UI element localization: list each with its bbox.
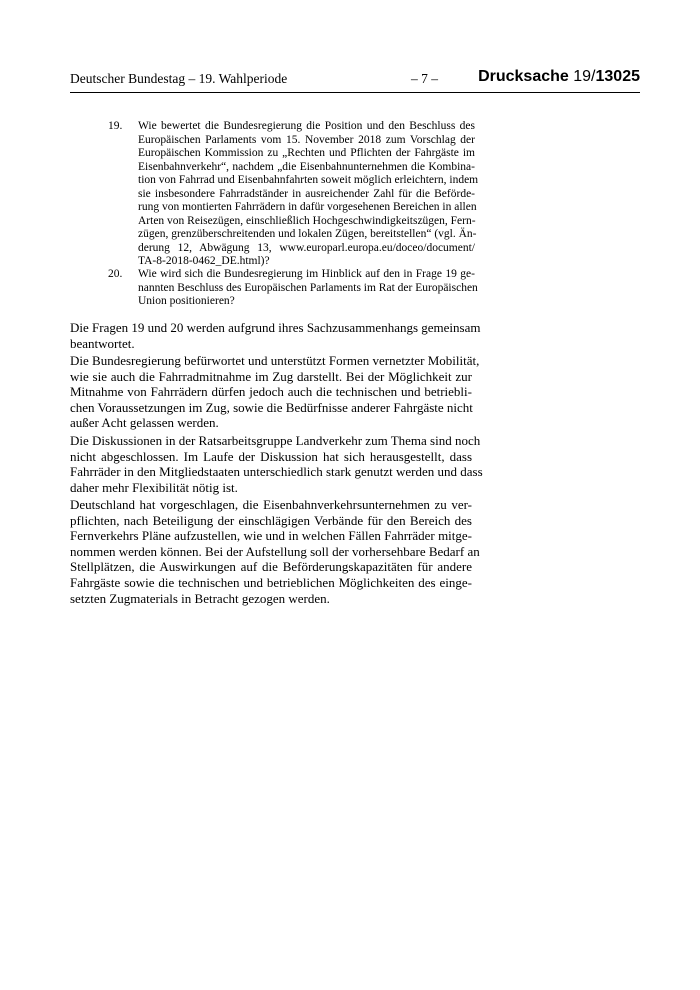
answer-paragraph-2	[70, 353, 480, 431]
question-line: Europäischen Parlaments vom 15. November 2018 zum Vorschlag der	[138, 133, 475, 146]
question-line: Wie bewertet die Bundesregierung die Position und den Beschluss des	[138, 120, 475, 132]
paragraph-line: beantwortet.	[70, 335, 135, 351]
paragraph-line: nommen werden können. Bei der Aufstellung soll der vorhersehbare Bedarf an	[70, 543, 480, 559]
question-line: Arten von Reisezügen, einschließlich Hochgeschwindigkeitszügen, Fern-	[138, 214, 476, 227]
paragraph-line: wie sie auch die Fahrradmitnahme im Zug darstellt. Bei der Möglichkeit zur	[70, 368, 472, 384]
answer-paragraph-1	[70, 320, 481, 351]
paragraph-line: Fahrräder in den Mitgliedstaaten unterschiedlich stark genutzt werden und dass	[70, 464, 483, 480]
question-19	[108, 120, 479, 269]
question-line: sie insbesondere Fahrradständer in ausreichender Zahl für die Beförde-	[138, 187, 475, 200]
paragraph-line: Deutschland hat vorgeschlagen, die Eisenbahnverkehrsunternehmen zu ver-	[70, 497, 472, 512]
question-line: Wie wird sich die Bundesregierung im Hinblick auf den in Frage 19 ge-	[138, 268, 475, 280]
question-line: derung 12, Abwägung 13, www.europarl.europa.eu/doceo/document/	[138, 241, 475, 254]
header-document-id	[478, 68, 640, 86]
question-line: Europäischen Kommission zu „Rechten und Pflichten der Fahrgäste im	[138, 147, 475, 159]
answer-paragraph-4	[70, 497, 480, 606]
paragraph-line: daher mehr Flexibilität nötig ist.	[70, 479, 238, 495]
paragraph-line: pflichten, nach Beteiligung der einschlägigen Verbände für den Bereich des	[70, 512, 472, 528]
paragraph-line: setzten Zugmaterials in Betracht gezogen werden.	[70, 590, 330, 606]
paragraph-line: Die Diskussionen in der Ratsarbeitsgruppe Landverkehr zum Thema sind noch	[70, 433, 481, 448]
page-header	[70, 68, 640, 93]
paragraph-line: außer Acht gelassen werden.	[70, 415, 219, 431]
header-doc-label: Drucksache	[478, 68, 569, 85]
paragraph-line: Mitnahme von Fahrrädern dürfen jedoch auch die technischen und betriebli-	[70, 384, 472, 400]
header-publication: Deutscher Bundestag – 19. Wahlperiode	[70, 71, 288, 86]
paragraph-line: Fahrgäste sowie die technischen und betrieblichen Möglichkeiten des einge-	[70, 574, 472, 590]
header-page-number: – 7 –	[411, 71, 438, 86]
question-line: rung von montierten Fahrrädern in dafür vorgesehenen Bereichen in allen	[138, 201, 477, 213]
paragraph-line: Die Fragen 19 und 20 werden aufgrund ihres Sachzusammenhangs gemeinsam	[70, 320, 481, 335]
paragraph-line: nicht abgeschlossen. Im Laufe der Diskussion hat sich herausgestellt, dass	[70, 448, 472, 464]
question-line: nannten Beschluss des Europäischen Parlaments im Rat der Europäischen	[138, 281, 478, 294]
question-line: TA-8-2018-0462_DE.html)?	[138, 255, 270, 267]
question-line: Eisenbahnverkehr“, nachdem „die Eisenbahnunternehmen die Kombina-	[138, 160, 475, 173]
paragraph-line: chen Voraussetzungen im Zug, sowie die Bedürfnisse anderer Fahrgäste nicht	[70, 399, 473, 415]
question-number: 19.	[108, 120, 123, 132]
question-line: zügen, grenzüberschreitenden und lokalen Zügen, bereitstellen“ (vgl. Än-	[138, 228, 477, 240]
header-doc-prefix: 19/	[573, 68, 596, 85]
question-20	[108, 268, 478, 309]
question-number: 20.	[108, 268, 123, 280]
question-line: tion von Fahrrad und Eisenbahnfahrten soweit möglich erleichtern, indem	[138, 174, 479, 186]
answer-paragraph-3	[70, 433, 483, 495]
header-doc-number: 13025	[595, 68, 640, 85]
paragraph-line: Die Bundesregierung befürwortet und unterstützt Formen vernetzter Mobilität,	[70, 353, 480, 368]
question-line: Union positionieren?	[138, 295, 235, 307]
paragraph-line: Fernverkehrs Pläne aufzustellen, wie und in welchen Fällen Fahrräder mitge-	[70, 528, 472, 544]
paragraph-line: Stellplätzen, die Auswirkungen auf die Beförderungskapazitäten für andere	[70, 559, 472, 575]
